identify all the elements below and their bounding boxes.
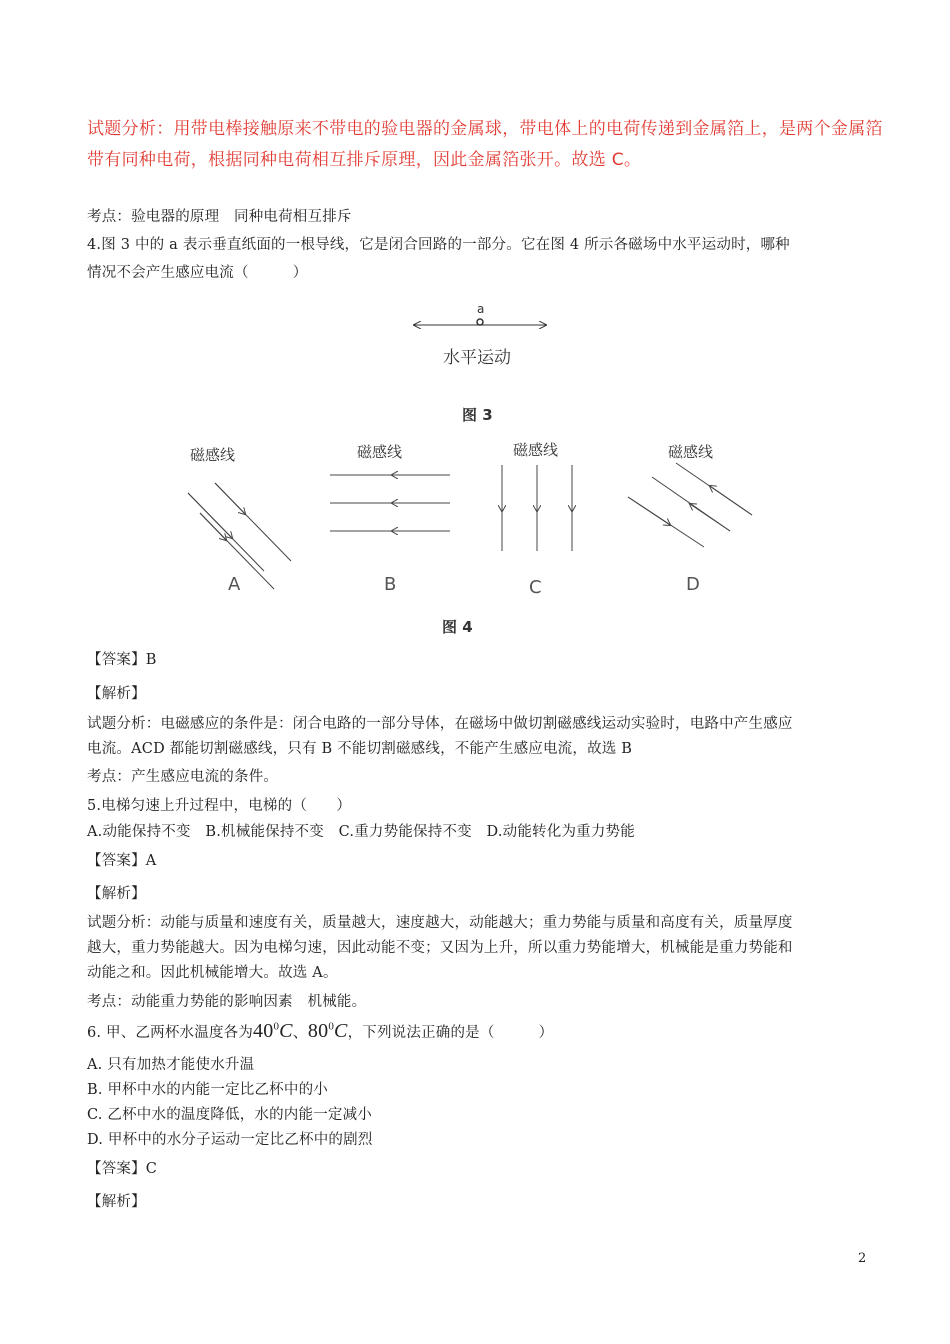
analysis-line: 带有同种电荷，根据同种电荷相互排斥原理，因此金属箔张开。故选 C。 xyxy=(87,150,642,170)
answer-label: 【答案】B xyxy=(87,652,157,668)
kaodian-text: 考点：动能重力势能的影响因素 机械能。 xyxy=(87,994,367,1010)
question-6-option: D. 甲杯中的水分子运动一定比乙杯中的剧烈 xyxy=(87,1132,373,1148)
wire-label: a xyxy=(477,302,485,316)
field-label: 磁感线 xyxy=(357,443,403,461)
jiexi-label: 【解析】 xyxy=(87,686,146,702)
figure-3-caption: 图 3 xyxy=(462,406,493,424)
figure-3 xyxy=(400,300,560,430)
question-6-option: B. 甲杯中水的内能一定比乙杯中的小 xyxy=(87,1082,328,1098)
figure-4 xyxy=(170,435,770,645)
jiexi-label: 【解析】 xyxy=(87,886,146,902)
jiexi-label: 【解析】 xyxy=(87,1194,146,1210)
question-4-stem: 情况不会产生感应电流（ ） xyxy=(87,265,308,281)
analysis-line: 试题分析：动能与质量和速度有关，质量越大，速度越大，动能越大；重力势能与质量和高度有关，质量厚度 xyxy=(87,915,793,931)
question-5-stem: 5.电梯匀速上升过程中，电梯的（ ） xyxy=(87,798,352,814)
panel-b xyxy=(330,443,450,595)
kaodian-text: 考点：产生感应电流的条件。 xyxy=(87,769,279,785)
question-6-option: A. 只有加热才能使水升温 xyxy=(87,1057,255,1073)
panel-label: B xyxy=(384,574,397,595)
answer-label: 【答案】A xyxy=(87,853,157,869)
analysis-line: 越大，重力势能越大。因为电梯匀速，因此动能不变；又因为上升，所以重力势能增大，机械能是重力势能和 xyxy=(87,940,793,956)
analysis-line: 动能之和。因此机械能增大。故选 A。 xyxy=(87,965,338,981)
field-label: 磁感线 xyxy=(190,446,236,464)
analysis-line: 试题分析：电磁感应的条件是：闭合电路的一部分导体，在磁场中做切割磁感线运动实验时，电路中产生感应 xyxy=(87,716,793,732)
question-6-stem: 6. 甲、乙两杯水温度各为$40^0C$、$80^0C$，下列说法正确的是（ ） xyxy=(87,1020,554,1042)
page-number: 2 xyxy=(858,1251,867,1266)
panel-d xyxy=(628,443,752,595)
figure-4-caption: 图 4 xyxy=(442,618,473,636)
panel-label: A xyxy=(228,574,241,595)
analysis-line: 试题分析：用带电棒接触原来不带电的验电器的金属球，带电体上的电荷传递到金属箔上，是两个金属箔 xyxy=(87,119,883,139)
question-4-stem: 4.图 3 中的 a 表示垂直纸面的一根导线，它是闭合回路的一部分。它在图 4 所示各磁场中水平运动时，哪种 xyxy=(87,237,790,253)
question-5-options: A.动能保持不变 B.机械能保持不变 C.重力势能保持不变 D.动能转化为重力势能 xyxy=(87,824,635,840)
wire-cross-section xyxy=(477,319,483,325)
panel-label: C xyxy=(529,577,542,598)
analysis-line: 电流。ACD 都能切割磁感线，只有 B 不能切割磁感线，不能产生感应电流，故选 B xyxy=(87,741,633,757)
kaodian-text: 考点：验电器的原理 同种电荷相互排斥 xyxy=(87,209,352,225)
answer-label: 【答案】C xyxy=(87,1161,158,1177)
panel-label: D xyxy=(686,574,700,595)
question-6-option: C. 乙杯中水的温度降低，水的内能一定减小 xyxy=(87,1107,372,1123)
motion-label: 水平运动 xyxy=(443,348,511,368)
panel-a xyxy=(188,446,291,595)
temperature-values: $40^0C$、$80^0C$ xyxy=(253,1020,348,1042)
field-label: 磁感线 xyxy=(668,443,714,461)
panel-c xyxy=(502,441,572,598)
field-label: 磁感线 xyxy=(513,441,559,459)
